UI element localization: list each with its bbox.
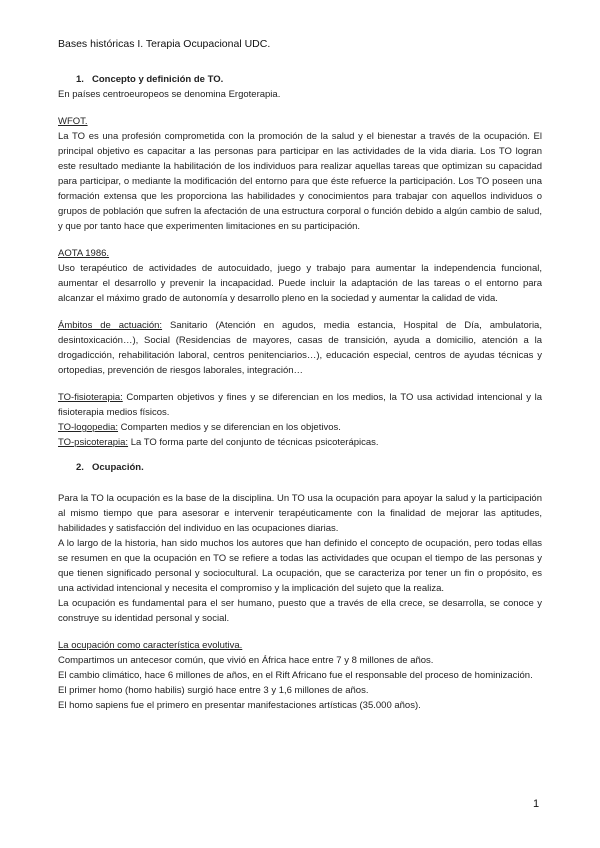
evolutiva-item: El homo sapiens fue el primero en presentar manifestaciones artísticas (35.000 años). [58,700,421,711]
evolutiva-label: La ocupación como característica evolutiva. [58,640,243,651]
fisioterapia-label: TO-fisioterapia: [58,392,123,403]
ergoterapia-note: En países centroeuropeos se denomina Ergoterapia. [58,89,281,100]
section-1-number: 1. [76,74,84,85]
document-body [58,72,542,713]
ocupacion-paragraph-3: La ocupación es fundamental para el ser humano, puesto que a través de ella crece, se desarrolla, se conoce y construye su identidad personal y social. [58,598,542,624]
psicoterapia-text: La TO forma parte del conjunto de técnicas psicoterápicas. [128,437,379,448]
section-2-number: 2. [76,462,84,473]
evolutiva-item: El primer homo (homo habilis) surgió hace entre 3 y 1,6 millones de años. [58,685,369,696]
ocupacion-paragraph-1: Para la TO la ocupación es la base de la disciplina. Un TO usa la ocupación para apoyar la salud y la participación al mismo tiempo que para asesorar e intervenir terapéuticamente con la finalidad de mejorar las aptitudes, habilidades y satisfacción del individuo en las ocupaciones diarias. [58,493,542,534]
ambitos-label: Ámbitos de actuación: [58,320,163,331]
section-2-heading [76,460,542,475]
aota-label: AOTA 1986. [58,248,110,259]
ocupacion-paragraph-2: A lo largo de la historia, han sido muchos los autores que han definido el concepto de ocupación, pero todas ellas se resumen en que la ocupación en TO se refiere a todas las actividades que ocupan el tiempo de las personas y que tienen significado personal y sociocultural. La ocupación, que se caracteriza por tener un fin o propósito, es una actividad intencional y necesita el compromiso y la implicación del sujeto que la realiza. [58,538,542,594]
section-1-title: Concepto y definición de TO. [92,74,224,85]
psicoterapia-paragraph [58,435,542,450]
psicoterapia-label: TO-psicoterapia: [58,437,129,448]
ambitos-paragraph [58,318,542,378]
evolutiva-item: El cambio climático, hace 6 millones de años, en el Rift Africano fue el responsable del proceso de hominización. [58,670,533,681]
wfot-definition: La TO es una profesión comprometida con la promoción de la salud y el bienestar a través de la ocupación. El principal objetivo es capacitar a las personas para participar en las actividades de la vida diaria. Los TO logran este resultado mediante la habilitación de los individuos para realizar aquellas tareas que optimizan su capacidad para participar, o mediante la modificación del entorno para que éste refuerce la participación. Los TO poseen una formación extensa que les proporciona las habilidades y conocimientos para trabajar con aquellos individuos o grupos de población que sufren la afectación de una estructura corporal o función debido a algún cambio de salud, y que por tanto hace que experimenten limitaciones en su participación. [58,131,542,232]
logopedia-paragraph [58,420,542,435]
evolutiva-item: Compartimos un antecesor común, que vivió en África hace entre 7 y 8 millones de años. [58,655,434,666]
logopedia-label: TO-logopedia: [58,422,119,433]
aota-definition: Uso terapéutico de actividades de autocuidado, juego y trabajo para aumentar la independencia funcional, aumentar el desarrollo y prevenir la incapacidad. Puede incluir la adaptación de las tareas o el entorno para alcanzar el máximo grado de autonomía y desarrollo pleno en la sociedad y aumentar la calidad de vida. [58,263,542,304]
logopedia-text: Comparten medios y se diferencian en los objetivos. [118,422,341,433]
fisioterapia-text: Comparten objetivos y fines y se diferencian en los medios, la TO usa actividad intencional y la fisioterapia medios físicos. [58,392,542,418]
wfot-label: WFOT. [58,116,88,127]
page-number: 1 [533,798,540,810]
section-1-heading [76,72,542,87]
ambitos-text: Sanitario (Atención en agudos, media estancia, Hospital de Día, ambulatoria, desintoxicación…), Social (Residencias de mayores, casas de transición, ayuda a domicilio, atención a la drogadicción, rehabilitación laboral, centros penitenciarios…), educación especial, centros de ayudas técnicas y ortopedias, prevención de riesgos laborales, integración… [58,320,542,376]
fisioterapia-paragraph [58,390,542,420]
section-2-title: Ocupación. [92,462,144,473]
page-header: Bases históricas I. Terapia Ocupacional UDC. [58,38,271,50]
